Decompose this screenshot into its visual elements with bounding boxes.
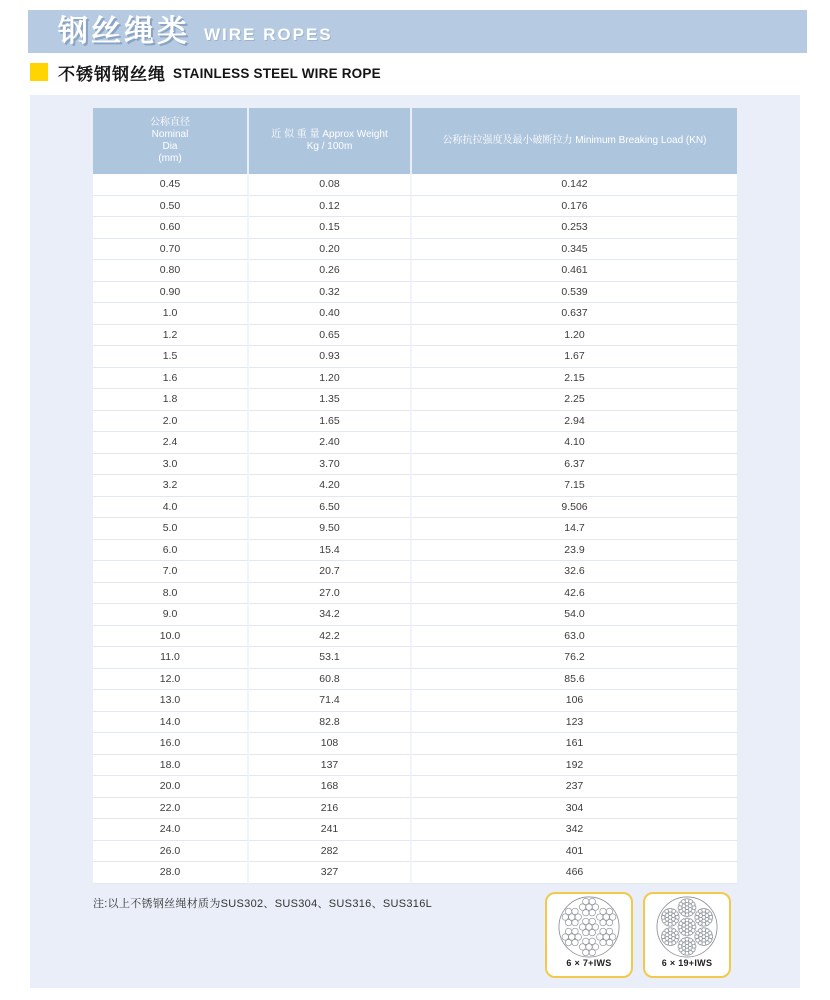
spec-table (93, 108, 737, 884)
cell-diameter: 3.0 (93, 454, 249, 476)
cell-diameter: 1.2 (93, 325, 249, 347)
cell-diameter: 26.0 (93, 841, 249, 863)
cell-diameter: 12.0 (93, 669, 249, 691)
table-row (93, 647, 737, 669)
rope-card-6x7 (545, 892, 633, 978)
cell-diameter: 0.60 (93, 217, 249, 239)
rope-cross-section-6x7-diagram (558, 896, 620, 958)
table-row (93, 561, 737, 583)
cell-breaking-load: 237 (412, 776, 737, 798)
cell-weight: 241 (249, 819, 412, 841)
table-row (93, 755, 737, 777)
cell-breaking-load: 2.94 (412, 411, 737, 433)
cell-weight: 3.70 (249, 454, 412, 476)
cell-diameter: 2.4 (93, 432, 249, 454)
yellow-square-bullet-icon (30, 63, 48, 81)
cell-breaking-load: 192 (412, 755, 737, 777)
cell-diameter: 0.45 (93, 174, 249, 196)
col-header-breaking-load (412, 108, 737, 174)
cell-diameter: 1.0 (93, 303, 249, 325)
table-row (93, 798, 737, 820)
cell-breaking-load: 6.37 (412, 454, 737, 476)
header-line: Dia (162, 141, 178, 152)
table-row (93, 217, 737, 239)
table-row (93, 604, 737, 626)
cell-diameter: 6.0 (93, 540, 249, 562)
cell-breaking-load: 123 (412, 712, 737, 734)
table-row (93, 626, 737, 648)
table-row (93, 346, 737, 368)
table-row (93, 712, 737, 734)
table-row (93, 239, 737, 261)
cell-diameter: 20.0 (93, 776, 249, 798)
cell-breaking-load: 4.10 (412, 432, 737, 454)
cell-weight: 0.08 (249, 174, 412, 196)
cell-weight: 2.40 (249, 432, 412, 454)
cell-diameter: 7.0 (93, 561, 249, 583)
rope-cross-section-6x19-diagram (656, 896, 718, 958)
cell-weight: 0.12 (249, 196, 412, 218)
banner-title-en: WIRE ROPES (204, 25, 333, 44)
cell-weight: 60.8 (249, 669, 412, 691)
cell-weight: 1.20 (249, 368, 412, 390)
cell-weight: 0.65 (249, 325, 412, 347)
cell-breaking-load: 1.67 (412, 346, 737, 368)
cell-weight: 0.93 (249, 346, 412, 368)
cell-breaking-load: 342 (412, 819, 737, 841)
material-note: 注:以上不锈钢丝绳材质为SUS302、SUS304、SUS316、SUS316L (93, 898, 433, 910)
table-row (93, 518, 737, 540)
table-row (93, 841, 737, 863)
cell-weight: 4.20 (249, 475, 412, 497)
cell-breaking-load: 0.253 (412, 217, 737, 239)
table-row (93, 368, 737, 390)
rope-card-6x19 (643, 892, 731, 978)
cell-breaking-load: 63.0 (412, 626, 737, 648)
cell-breaking-load: 466 (412, 862, 737, 884)
cell-breaking-load: 42.6 (412, 583, 737, 605)
header-line: 公称直径 (150, 117, 190, 128)
cell-weight: 71.4 (249, 690, 412, 712)
cell-weight: 42.2 (249, 626, 412, 648)
table-row (93, 389, 737, 411)
cell-diameter: 4.0 (93, 497, 249, 519)
cell-weight: 27.0 (249, 583, 412, 605)
table-row (93, 475, 737, 497)
cell-breaking-load: 304 (412, 798, 737, 820)
cell-breaking-load: 0.345 (412, 239, 737, 261)
cell-breaking-load: 161 (412, 733, 737, 755)
cell-breaking-load: 14.7 (412, 518, 737, 540)
cell-breaking-load: 85.6 (412, 669, 737, 691)
col-header-approx-weight (249, 108, 410, 174)
cell-diameter: 9.0 (93, 604, 249, 626)
table-row (93, 583, 737, 605)
cell-breaking-load: 0.539 (412, 282, 737, 304)
cell-breaking-load: 76.2 (412, 647, 737, 669)
cell-weight: 0.40 (249, 303, 412, 325)
cell-weight: 0.32 (249, 282, 412, 304)
cell-diameter: 16.0 (93, 733, 249, 755)
table-row (93, 862, 737, 884)
cell-diameter: 2.0 (93, 411, 249, 433)
cell-diameter: 3.2 (93, 475, 249, 497)
cell-breaking-load: 7.15 (412, 475, 737, 497)
cell-diameter: 0.50 (93, 196, 249, 218)
cell-diameter: 10.0 (93, 626, 249, 648)
cell-diameter: 0.70 (93, 239, 249, 261)
banner-title-zh: 钢丝绳类 (58, 14, 190, 48)
section-header (30, 59, 381, 85)
cell-diameter: 18.0 (93, 755, 249, 777)
cell-breaking-load: 0.461 (412, 260, 737, 282)
table-row (93, 497, 737, 519)
cell-diameter: 13.0 (93, 690, 249, 712)
cell-diameter: 28.0 (93, 862, 249, 884)
table-row (93, 260, 737, 282)
cell-breaking-load: 1.20 (412, 325, 737, 347)
col-header-nominal-diameter (93, 108, 247, 174)
table-row (93, 819, 737, 841)
table-body (93, 174, 737, 884)
table-row (93, 540, 737, 562)
cell-diameter: 1.5 (93, 346, 249, 368)
content-panel (30, 95, 800, 988)
cell-breaking-load: 54.0 (412, 604, 737, 626)
cell-weight: 82.8 (249, 712, 412, 734)
cell-diameter: 24.0 (93, 819, 249, 841)
cell-breaking-load: 2.25 (412, 389, 737, 411)
cell-weight: 282 (249, 841, 412, 863)
cell-diameter: 8.0 (93, 583, 249, 605)
cell-breaking-load: 0.142 (412, 174, 737, 196)
table-row (93, 432, 737, 454)
cell-breaking-load: 0.176 (412, 196, 737, 218)
cell-diameter: 1.8 (93, 389, 249, 411)
cell-weight: 137 (249, 755, 412, 777)
cell-diameter: 1.6 (93, 368, 249, 390)
cell-weight: 168 (249, 776, 412, 798)
cell-weight: 327 (249, 862, 412, 884)
cell-breaking-load: 106 (412, 690, 737, 712)
cell-weight: 0.20 (249, 239, 412, 261)
header-line: 公称抗拉强度及最小破断拉力 Minimum Breaking Load (KN) (442, 135, 707, 146)
table-row (93, 776, 737, 798)
cell-weight: 6.50 (249, 497, 412, 519)
header-line: Kg / 100m (306, 141, 353, 152)
cell-breaking-load: 9.506 (412, 497, 737, 519)
table-row (93, 325, 737, 347)
cell-weight: 216 (249, 798, 412, 820)
cell-breaking-load: 23.9 (412, 540, 737, 562)
header-line: 近 似 重 量 Approx Weight (271, 129, 388, 140)
cell-weight: 1.35 (249, 389, 412, 411)
cell-weight: 0.15 (249, 217, 412, 239)
cell-diameter: 11.0 (93, 647, 249, 669)
header-line: (mm) (158, 153, 182, 164)
table-row (93, 174, 737, 196)
rope-label-6x19: 6 × 19+IWS (661, 958, 713, 968)
page-banner (28, 10, 807, 53)
cell-weight: 20.7 (249, 561, 412, 583)
cell-breaking-load: 32.6 (412, 561, 737, 583)
cell-weight: 53.1 (249, 647, 412, 669)
cell-diameter: 14.0 (93, 712, 249, 734)
cell-diameter: 0.80 (93, 260, 249, 282)
table-row (93, 454, 737, 476)
rope-label-6x7: 6 × 7+IWS (566, 958, 612, 968)
section-title-en: STAINLESS STEEL WIRE ROPE (173, 65, 381, 81)
cell-diameter: 22.0 (93, 798, 249, 820)
cell-breaking-load: 0.637 (412, 303, 737, 325)
table-row (93, 669, 737, 691)
cell-breaking-load: 2.15 (412, 368, 737, 390)
section-title-zh: 不锈钢钢丝绳 (58, 64, 166, 84)
cell-weight: 1.65 (249, 411, 412, 433)
table-row (93, 411, 737, 433)
cell-diameter: 0.90 (93, 282, 249, 304)
cell-weight: 15.4 (249, 540, 412, 562)
table-header-row (93, 108, 737, 174)
table-row (93, 690, 737, 712)
cell-weight: 34.2 (249, 604, 412, 626)
cell-weight: 9.50 (249, 518, 412, 540)
table-row (93, 282, 737, 304)
cell-weight: 0.26 (249, 260, 412, 282)
table-row (93, 733, 737, 755)
table-row (93, 196, 737, 218)
cell-breaking-load: 401 (412, 841, 737, 863)
cell-weight: 108 (249, 733, 412, 755)
table-row (93, 303, 737, 325)
header-line: Nominal (151, 129, 189, 140)
cell-diameter: 5.0 (93, 518, 249, 540)
